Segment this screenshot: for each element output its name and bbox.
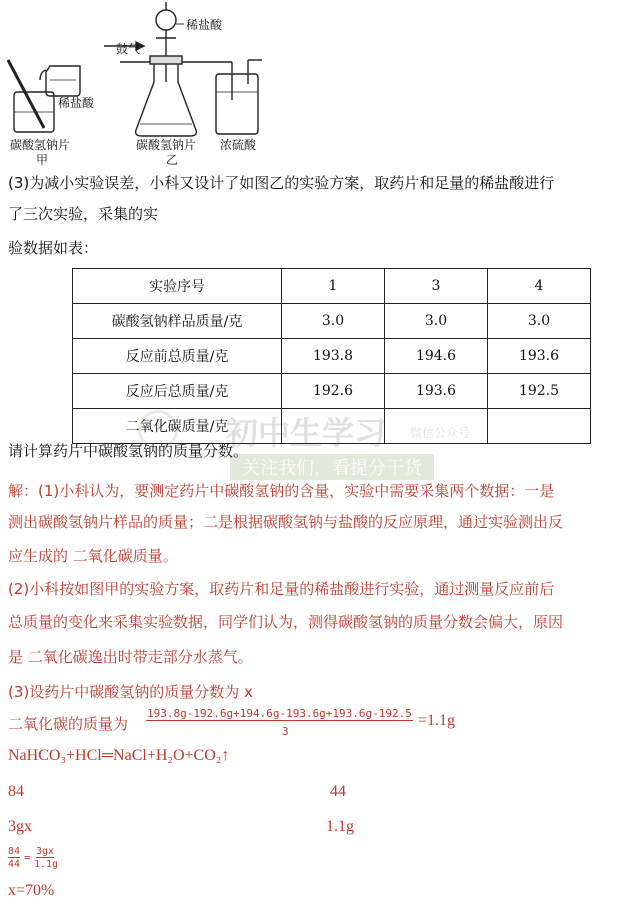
watermark-side: 微信公众号: [410, 426, 471, 440]
table-cell: 3.0: [488, 304, 591, 339]
table-header-cell: 3: [385, 269, 488, 304]
table-cell: 192.5: [488, 374, 591, 409]
yi-tablet-label: 碳酸氢钠片: [136, 138, 197, 152]
ratio-denominator-right: 1.1g: [34, 859, 59, 870]
mass-ratio-left: 84: [8, 783, 24, 800]
solution-p3: (3)设药片中碳酸氢钠的质量分数为 x: [8, 683, 253, 701]
ratio-numerator-left: 84: [8, 846, 21, 857]
question-line-3: 验数据如表：: [8, 239, 99, 257]
table-cell: 3.0: [385, 304, 488, 339]
yi-caption: 乙: [166, 153, 179, 167]
setup-yi-drawing: [104, 2, 262, 136]
question-line-2: 了三次实验，采集的实: [8, 205, 159, 223]
table-cell: 192.6: [282, 374, 385, 409]
chemical-equation: NaHCO₃+HCl═NaCl+H₂O+CO₂↑: [8, 747, 230, 764]
table-cell: 反应前总质量/克: [73, 339, 282, 374]
co2-numerator: 193.8g-192.6g+194.6g-193.6g+193.6g-192.5: [147, 707, 412, 720]
question-line-1: (3)为减小实验误差，小科又设计了如图乙的实验方案，取药片和足量的稀盐酸进行: [8, 174, 555, 192]
table-cell: 二氧化碳质量/克: [73, 409, 282, 444]
ratio-numerator-right: 3gx: [36, 846, 55, 857]
solution-p1-line1: 解：(1)小科认为，要测定药片中碳酸氢钠的含量，实验中需要采集两个数据：一是: [8, 482, 555, 500]
solution-p2-line2: 总质量的变化来采集实验数据，同学们认为，测得碳酸氢钠的质量分数会偏大，原因: [8, 613, 564, 631]
table-cell: 3.0: [282, 304, 385, 339]
jia-acid-label: 稀盐酸: [58, 96, 95, 110]
table-header-row: [73, 269, 591, 304]
table-header-cell: 实验序号: [73, 269, 282, 304]
yi-h2so4-label: 浓硫酸: [220, 138, 257, 152]
watermark-main: 初中生学习: [226, 414, 387, 452]
table-row: [73, 374, 591, 409]
ratio-equals: =: [24, 851, 31, 864]
table-header-cell: 4: [488, 269, 591, 304]
watermark-sub: 关注我们，看提分干货: [230, 454, 434, 480]
table-row: [73, 339, 591, 374]
jia-tablet-label: 碳酸氢钠片: [10, 138, 71, 152]
ratio-denominator-left: 44: [8, 859, 21, 870]
table-row: [73, 304, 591, 339]
mass-value-left: 3gx: [8, 818, 32, 835]
solution-p2-line3: 是 二氧化碳逸出时带走部分水蒸气。: [8, 648, 253, 666]
jia-caption: 甲: [36, 153, 49, 167]
co2-prefix: 二氧化碳的质量为: [8, 715, 129, 733]
solution-p2-line1: (2)小科按如图甲的实验方案，取药片和足量的稀盐酸进行实验，通过测量反应前后: [8, 580, 555, 598]
co2-result: =1.1g: [418, 712, 456, 729]
table-cell: 193.6: [488, 339, 591, 374]
yi-air-label: 鼓气: [116, 42, 141, 56]
mass-value-right: 1.1g: [326, 818, 354, 835]
prompt-text: 请计算药片中碳酸氢钠的质量分数。: [8, 442, 249, 460]
mass-ratio-right: 44: [330, 783, 346, 800]
table-cell: 193.8: [282, 339, 385, 374]
co2-denominator: 3: [282, 725, 289, 738]
solution-p1-line2: 测出碳酸氢钠片样品的质量；二是根据碳酸氢钠与盐酸的反应原理，通过实验测出反: [8, 513, 564, 531]
table-cell: 193.6: [385, 374, 488, 409]
yi-acid-label: 稀盐酸: [186, 18, 223, 32]
table-header-cell: 1: [282, 269, 385, 304]
final-answer: x=70%: [8, 882, 55, 899]
table-cell: 碳酸氢钠样品质量/克: [73, 304, 282, 339]
table-cell: 反应后总质量/克: [73, 374, 282, 409]
table-cell: 194.6: [385, 339, 488, 374]
solution-p1-line3: 应生成的 二氧化碳质量。: [8, 547, 178, 565]
